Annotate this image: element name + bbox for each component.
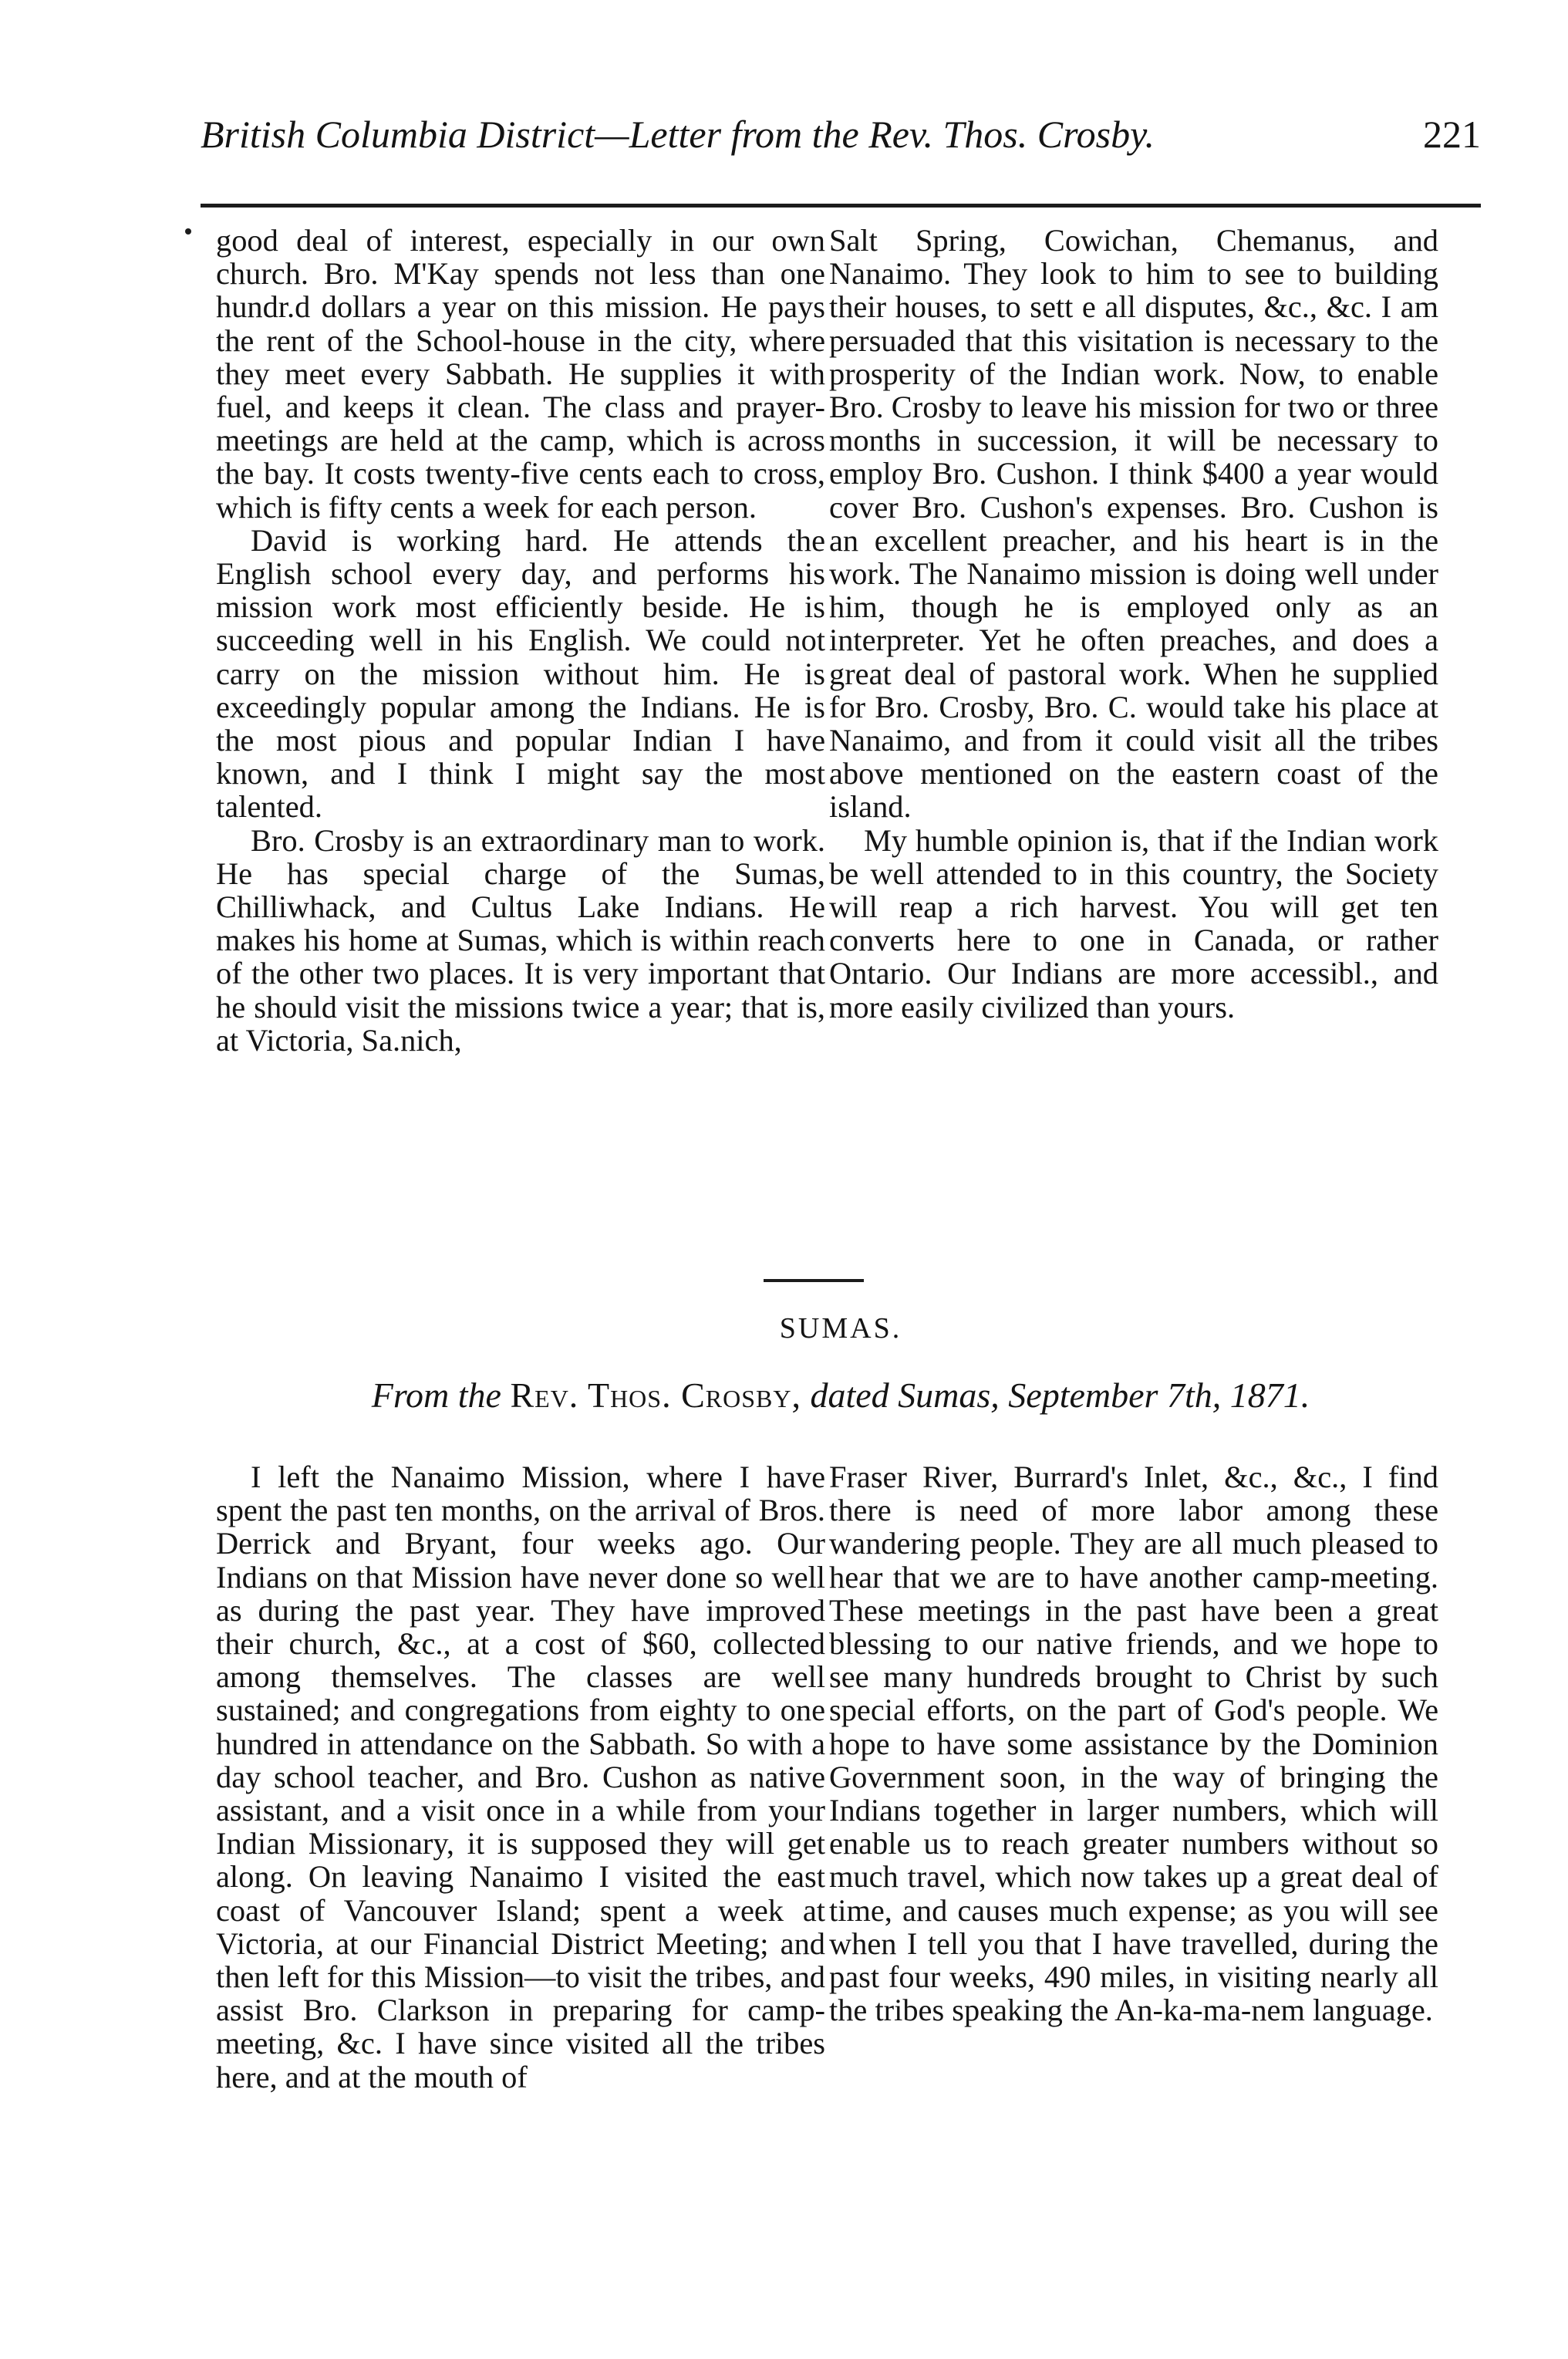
byline-from: From the: [371, 1375, 501, 1415]
column-bottom-right: [829, 1460, 1438, 2027]
paragraph: Bro. Crosby is an extraordinary man to work. He has special charge of the Sumas, Chilliwhack, and Cultus Lake Indians. He makes his home at Sumas, which is within reach of the other two places. It is very important that he should visit the missions twice a year; that is, at Victoria, Sa.nich,: [216, 822, 825, 1058]
section-title: SUMAS.: [779, 1312, 902, 1345]
section-divider: [764, 1279, 864, 1282]
column-top-right: [829, 224, 1438, 1024]
paragraph: Salt Spring, Cowichan, Chemanus, and Nanaimo. They look to him to see to building their houses, to sett e all disputes, &c., &c. I am persuaded that this visitation is necessary to the prosperity of the Indian work. Now, to enable Bro. Crosby to leave his mission for two or three months in succession, it will be necessary to employ Bro. Cushon. I think $400 a year would cover Bro. Cushon's expenses. Bro. Cushon is an excellent preacher, and his heart is in the work. The Nanaimo mission is doing well under him, though he is employed only as an interpreter. Yet he often preaches, and does a great deal of pastoral work. When he supplied for Bro. Crosby, Bro. C. would take his place at Nanaimo, and from it could visit all the tribes above mentioned on the eastern coast of the island.: [829, 223, 1438, 825]
paragraph: good deal of interest, especially in our own church. Bro. M'Kay spends not less than one hundr.d dollars a year on this mission. He pays the rent of the School-house in the city, where they meet every Sabbath. He supplies it with fuel, and keeps it clean. The class and prayer-meetings are held at the camp, which is across the bay. It costs twenty-five cents each to cross, which is fifty cents a week for each person.: [216, 223, 825, 525]
column-top-left: [216, 224, 825, 1057]
page-number: 221: [1423, 113, 1481, 156]
margin-dot: [185, 228, 191, 235]
running-title: British Columbia District—Letter from the Rev. Thos. Crosby.: [201, 113, 1155, 156]
paragraph: Fraser River, Burrard's Inlet, &c., &c., I find there is need of more labor among these wandering people. They are all much pleased to hear that we are to have another camp-meeting. These meetings in the past have been a great blessing to our native friends, and we hope to see many hundreds brought to Christ by such special efforts, on the part of God's people. We hope to have some assistance by the Dominion Government soon, in the way of bringing the Indians together in larger numbers, which will enable us to reach greater numbers without so much travel, which now takes up a great deal of time, and causes much expense; as you will see when I tell you that I have travelled, during the past four weeks, 490 miles, in visiting nearly all the tribes speaking the An-ka-ma-nem language.: [829, 1460, 1438, 2028]
header-rule: [201, 204, 1481, 208]
section-byline: [201, 1375, 1481, 1416]
byline-date: dated Sumas, September 7th, 1871.: [810, 1375, 1310, 1415]
column-bottom-left: [216, 1460, 825, 2094]
running-head: [201, 112, 1481, 174]
paragraph: David is working hard. He attends the English school every day, and performs his mission work most efficiently beside. He is succeeding well in his English. We could not carry on the mission without him. He is exceedingly popular among the Indians. He is the most pious and popular Indian I have known, and I think I might say the most talented.: [216, 522, 825, 825]
paragraph: I left the Nanaimo Mission, where I have spent the past ten months, on the arrival of Bros. Derrick and Bryant, four weeks ago. Our Indians on that Mission have never done so well as during the past year. They have improved their church, &c., at a cost of $60, collected among themselves. The classes are well sustained; and congregations from eighty to one hundred in attendance on the Sabbath. So with a day school teacher, and Bro. Cushon as native assistant, and a visit once in a while from your Indian Missionary, it is supposed they will get along. On leaving Nanaimo I visited the east coast of Vancouver Island; spent a week at Victoria, at our Financial District Meeting; and then left for this Mission—to visit the tribes, and assist Bro. Clarkson in preparing for camp-meeting, &c. I have since visited all the tribes here, and at the mouth of: [216, 1460, 825, 2094]
byline-author: Rev. Thos. Crosby,: [510, 1375, 801, 1415]
paragraph: My humble opinion is, that if the Indian work be well attended to in this country, the Society will reap a rich harvest. You will get ten converts here to one in Canada, or rather Ontario. Our Indians are more accessibl., and more easily civilized than yours.: [829, 822, 1438, 1024]
